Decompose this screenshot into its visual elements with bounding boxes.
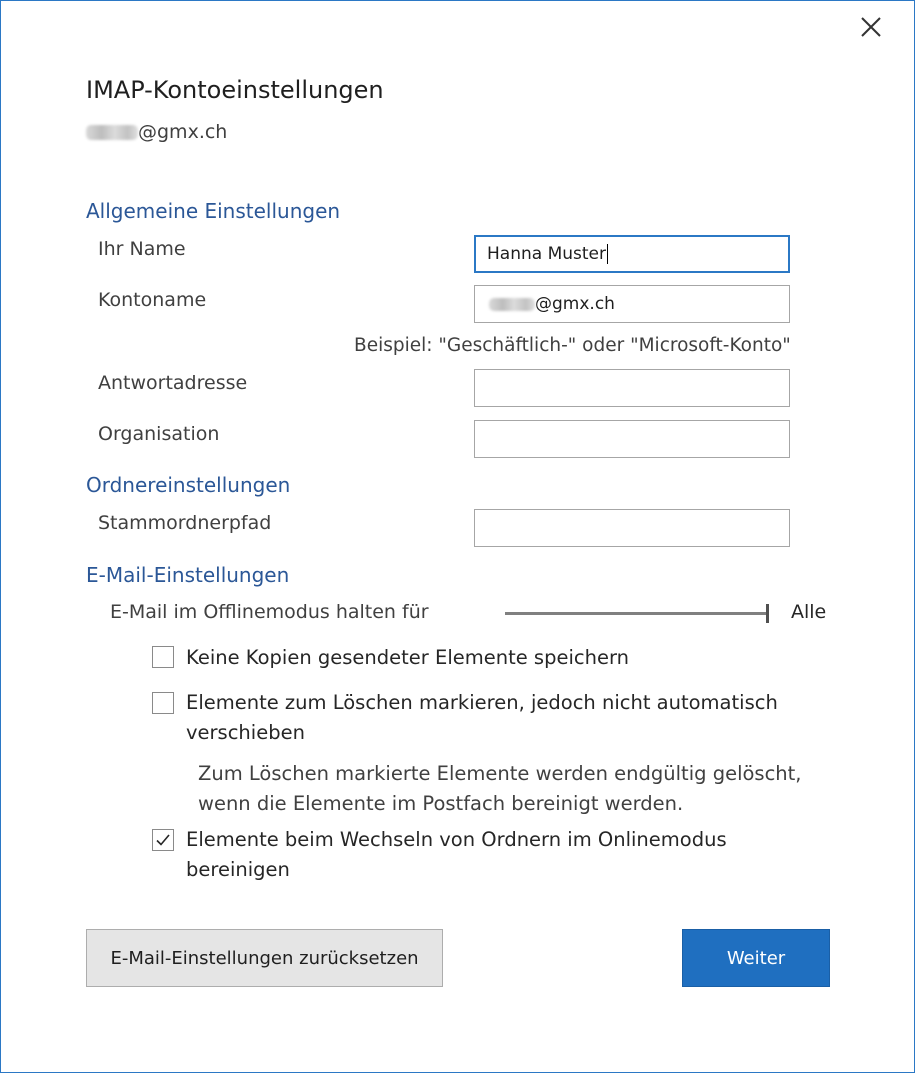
reply-address-input[interactable] — [474, 369, 790, 407]
reply-address-label: Antwortadresse — [98, 372, 248, 394]
redacted-username — [489, 298, 535, 311]
next-button[interactable]: Weiter — [682, 929, 830, 987]
text-caret — [607, 244, 608, 264]
account-email-suffix: @gmx.ch — [138, 121, 228, 143]
account-name-suffix: @gmx.ch — [535, 294, 615, 314]
no-copies-label: Keine Kopien gesendeter Elemente speichern — [186, 646, 629, 669]
organization-label: Organisation — [98, 423, 220, 445]
account-email — [86, 121, 227, 143]
name-input[interactable] — [474, 235, 790, 273]
no-copies-checkbox[interactable] — [152, 646, 174, 668]
root-path-input[interactable] — [474, 509, 790, 547]
dialog-title: IMAP-Kontoeinstellungen — [86, 76, 384, 104]
purge-on-switch-label: Elemente beim Wechseln von Ordnern im Onlinemodus bereinigen — [186, 828, 727, 881]
slider-track — [505, 612, 767, 615]
redacted-username — [86, 125, 138, 140]
close-button[interactable] — [858, 14, 884, 40]
account-name-label: Kontoname — [98, 289, 207, 311]
section-folder-heading: Ordnereinstellungen — [86, 473, 291, 497]
organization-input[interactable] — [474, 420, 790, 458]
offline-mode-value: Alle — [791, 601, 827, 623]
section-general-heading: Allgemeine Einstellungen — [86, 199, 341, 223]
slider-thumb[interactable] — [766, 604, 769, 623]
account-name-hint: Beispiel: "Geschäftlich-" oder "Microsoft-Konto" — [354, 335, 791, 356]
checkmark-icon — [153, 830, 173, 850]
offline-mode-label: E-Mail im Offlinemodus halten für — [110, 601, 429, 623]
purge-on-switch-checkbox[interactable] — [152, 829, 174, 851]
mark-delete-note: Zum Löschen markierte Elemente werden endgültig gelöscht, wenn die Elemente im Postfach bereinigt werden. — [198, 762, 802, 815]
name-label: Ihr Name — [98, 238, 186, 260]
root-path-label: Stammordnerpfad — [98, 512, 272, 534]
offline-mode-slider[interactable] — [505, 604, 769, 624]
name-input-value: Hanna Muster — [487, 244, 606, 264]
reset-mail-settings-button[interactable]: E-Mail-Einstellungen zurücksetzen — [86, 929, 443, 987]
section-mail-heading: E-Mail-Einstellungen — [86, 563, 290, 587]
close-icon — [858, 14, 884, 40]
mark-delete-label: Elemente zum Löschen markieren, jedoch nicht automatisch verschieben — [186, 691, 778, 744]
mark-delete-checkbox[interactable] — [152, 692, 174, 714]
account-name-input[interactable] — [474, 285, 790, 323]
